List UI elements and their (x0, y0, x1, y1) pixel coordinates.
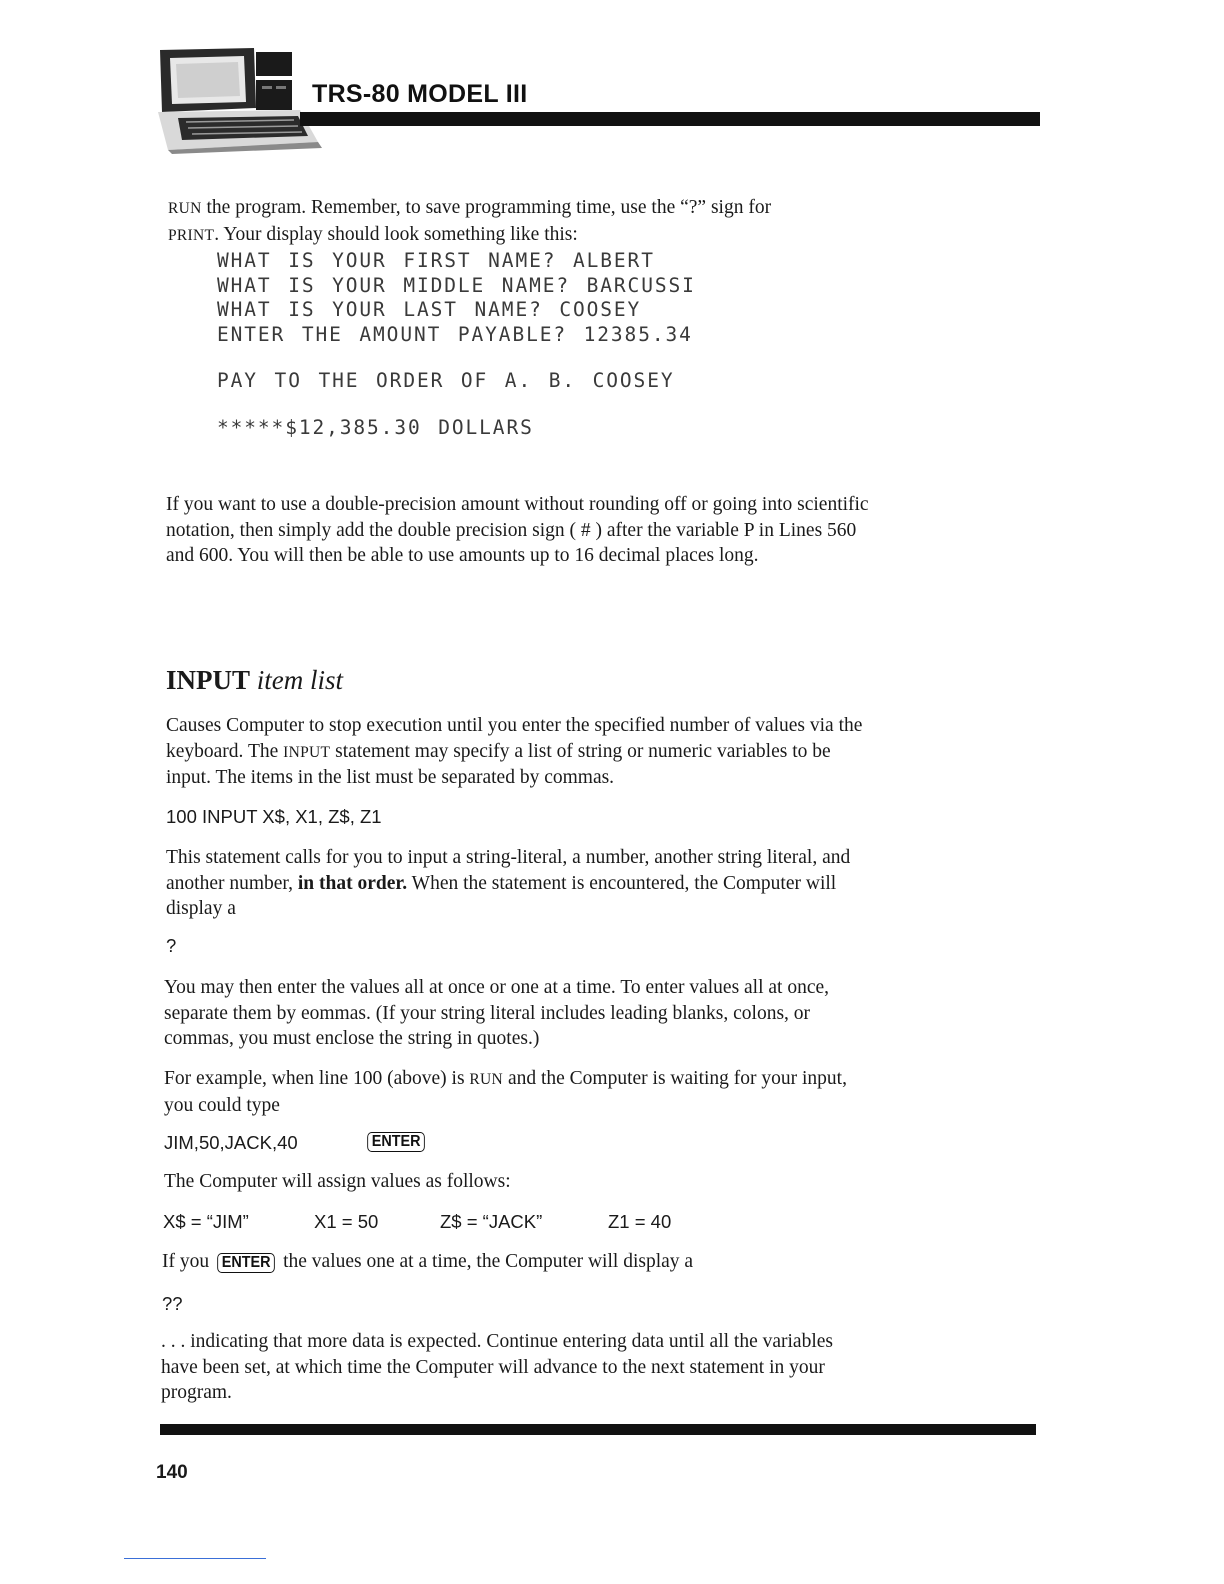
section-heading-keyword: INPUT (166, 665, 251, 695)
final-paragraph: . . . indicating that more data is expected. Continue entering data until all the variables have been set, at which time the Computer will advance to the next statement in your program. (161, 1331, 833, 1403)
section-heading-suffix: item list (256, 665, 344, 695)
header-title: TRS-80 MODEL III (312, 80, 528, 108)
trs80-computer-illustration (158, 46, 326, 154)
statement-text-a: This statement calls for you to input a string-literal, a number, another string literal, and another number, (166, 847, 851, 894)
input-description (166, 713, 866, 791)
section-heading (166, 665, 343, 696)
example-run-keyword: RUN (469, 1071, 504, 1088)
footer-rule (160, 1424, 1036, 1435)
assignment-x-string: X$ = “JIM” (163, 1211, 249, 1232)
terminal-line: WHAT IS YOUR FIRST NAME? ALBERT (217, 249, 655, 272)
footer-link-underline (124, 1558, 266, 1559)
example-text-b: and the Computer is waiting for your input, you could type (164, 1068, 847, 1116)
enter-key-icon: ENTER (367, 1132, 425, 1152)
header-rule (300, 112, 1040, 126)
print-keyword: PRINT (168, 226, 215, 244)
intro-text-part1: the program. Remember, to save programming time, use the “?” sign for (201, 197, 772, 218)
enter-values-paragraph: You may then enter the values all at once or one at a time. To enter values all at once, separate them by eommas. (If your string literal includes leading blanks, colons, or commas, you must enclose the string in quotes.) (164, 977, 830, 1049)
double-precision-paragraph: If you want to use a double-precision amount without rounding off or going into scientific notation, then simply add the double precision sign ( # ) after the variable P in Lines 560 and 600. You will then be able to use amounts up to 16 decimal places long. (166, 494, 869, 566)
terminal-pay-line: PAY TO THE ORDER OF A. B. COOSEY (217, 369, 675, 392)
double-prompt: ?? (162, 1293, 183, 1314)
terminal-amount-line: *****$12,385.30 DOLLARS (217, 416, 534, 439)
one-at-a-time-paragraph (162, 1249, 693, 1275)
statement-emphasis: in that order. (297, 872, 408, 894)
desc-text-b: statement may specify a list of string or numeric variables to be input. The items in the list must be separated by commas. (166, 740, 831, 788)
terminal-line: WHAT IS YOUR LAST NAME? COOSEY (217, 298, 642, 321)
terminal-line: WHAT IS YOUR MIDDLE NAME? BARCUSSI (217, 273, 696, 297)
run-keyword: RUN (168, 200, 202, 217)
assignment-x1: X1 = 50 (314, 1211, 379, 1232)
terminal-line: ENTER THE AMOUNT PAYABLE? 12385.34 (217, 322, 693, 346)
intro-paragraph (168, 195, 888, 248)
one-at-a-time-text-b: the values one at a time, the Computer will display a (278, 1251, 694, 1272)
statement-text-b: When the statement is encountered, the Computer will display a (166, 872, 837, 919)
example-text-a: For example, when line 100 (above) is (164, 1068, 470, 1089)
one-at-a-time-text-a: If you (162, 1251, 214, 1272)
desc-text-a: Causes Computer to stop execution until you enter the specified number of values via the keyboard. The (166, 715, 863, 762)
typed-input: JIM,50,JACK,40 (164, 1132, 298, 1153)
page-number: 140 (156, 1462, 188, 1483)
enter-key-inline-icon: ENTER (217, 1253, 275, 1273)
intro-text-part2: . Your display should look something like this: (214, 223, 578, 245)
statement-paragraph (166, 845, 886, 922)
desc-input-keyword: INPUT (283, 743, 331, 761)
example-code-line: 100 INPUT X$, X1, Z$, Z1 (166, 806, 382, 827)
terminal-output (217, 249, 696, 347)
assignment-z1: Z1 = 40 (608, 1211, 672, 1232)
assignment-z-string: Z$ = “JACK” (440, 1211, 543, 1232)
example-paragraph (164, 1066, 864, 1118)
single-prompt: ? (166, 935, 177, 956)
typed-input-line (164, 1132, 298, 1154)
assign-intro: The Computer will assign values as follows: (164, 1171, 511, 1192)
